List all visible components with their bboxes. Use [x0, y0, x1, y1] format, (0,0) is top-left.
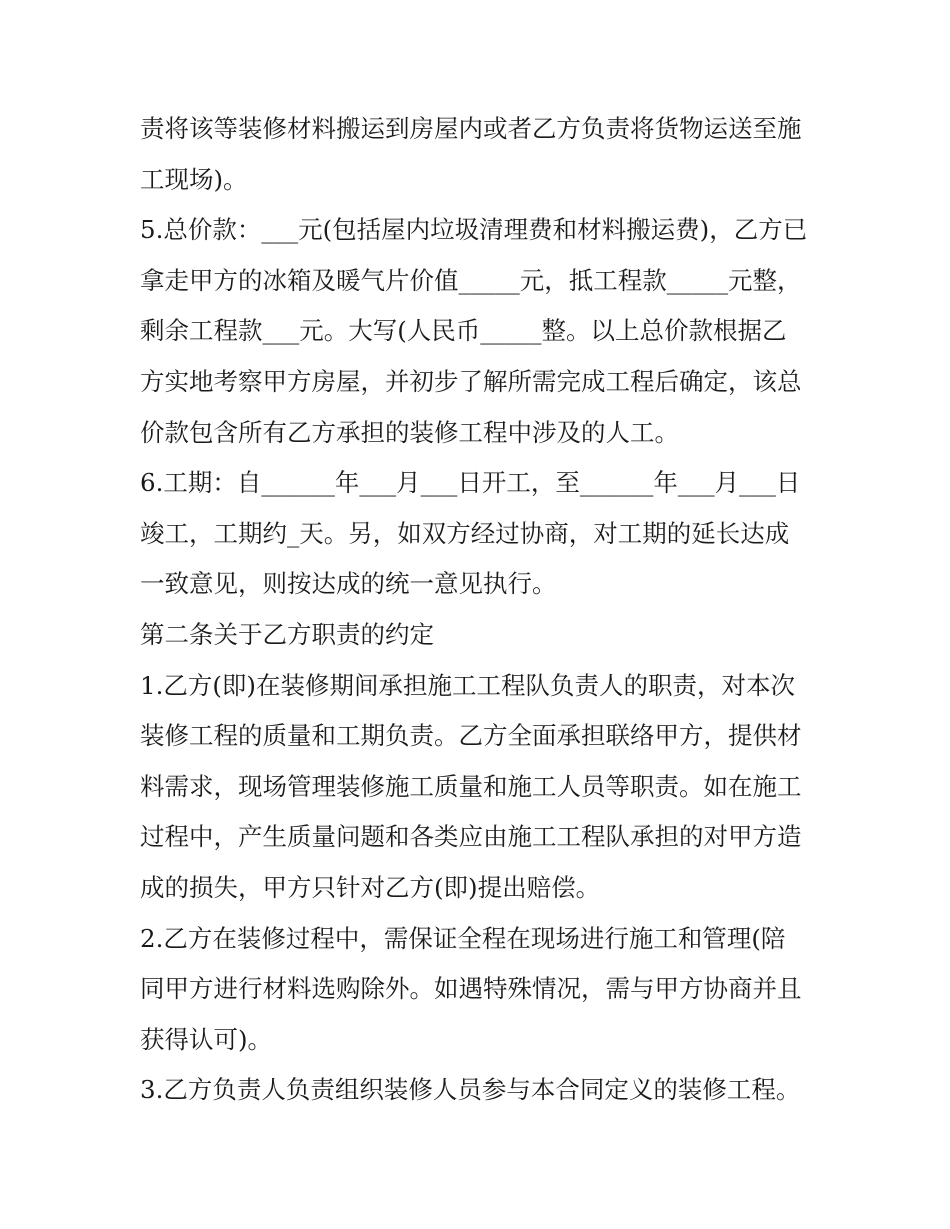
text-line: 竣工，工期约_天。另，如双方经过协商，对工期的延长达成	[140, 518, 790, 548]
contract-text	[140, 104, 830, 1116]
text-line: 责将该等装修材料搬运到房屋内或者乙方负责将货物运送至施	[140, 114, 802, 143]
section-heading: 第二条关于乙方职责的约定	[140, 619, 434, 649]
text-line: 方实地考察甲方房屋，并初步了解所需完成工程后确定，该总	[140, 366, 802, 396]
text-line: 料需求，现场管理装修施工质量和施工人员等职责。如在施工	[140, 771, 802, 801]
text-line: 6.工期：自______年___月___日开工，至______年___月___日	[140, 468, 801, 498]
text-line: 5.总价款：___元(包括屋内垃圾清理费和材料搬运费)，乙方已	[140, 215, 808, 245]
text-line: 获得认可)。	[140, 1024, 273, 1054]
text-line: 剩余工程款___元。大写(人民币_____整。以上总价款根据乙	[140, 316, 787, 346]
text-line: 2.乙方在装修过程中，需保证全程在现场进行施工和管理(陪	[140, 923, 786, 953]
text-line: 3.乙方负责人负责组织装修人员参与本合同定义的装修工程。	[140, 1075, 801, 1105]
text-line: 工现场)。	[140, 164, 248, 194]
text-line: 同甲方进行材料选购除外。如遇特殊情况，需与甲方协商并且	[140, 974, 802, 1004]
text-line: 1.乙方(即)在装修期间承担施工工程队负责人的职责，对本次	[140, 670, 795, 700]
text-line: 过程中，产生质量问题和各类应由施工工程队承担的对甲方造	[140, 822, 802, 852]
text-line: 拿走甲方的冰箱及暖气片价值_____元，抵工程款_____元整，	[140, 265, 802, 295]
text-line: 一致意见，则按达成的统一意见执行。	[140, 569, 557, 599]
text-line: 装修工程的质量和工期负责。乙方全面承担联络甲方，提供材	[140, 721, 802, 751]
text-line: 成的损失，甲方只针对乙方(即)提出赔偿。	[140, 872, 601, 902]
text-line: 价款包含所有乙方承担的装修工程中涉及的人工。	[140, 417, 679, 447]
